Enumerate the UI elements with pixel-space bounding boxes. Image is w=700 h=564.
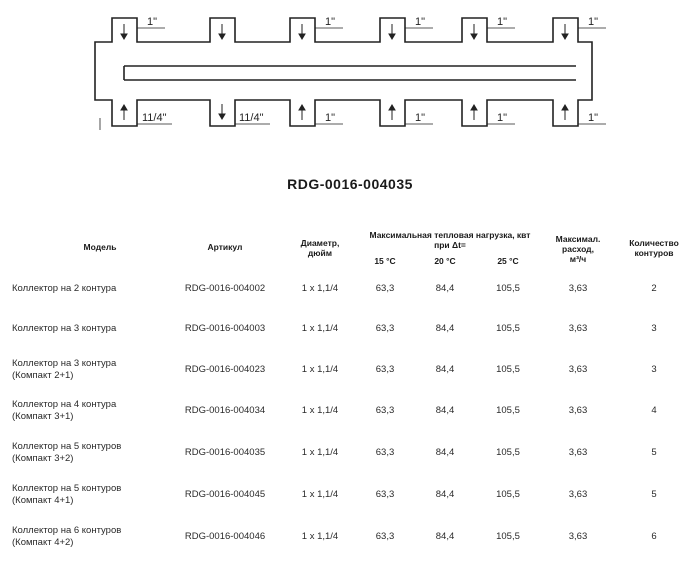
cell-circuits: 3 (651, 323, 657, 334)
connector-size-label: 11/4" (239, 112, 264, 124)
cell-diameter: 1 x 1,1/4 (301, 364, 339, 375)
product-code-title: RDG-0016-004035 (287, 176, 413, 192)
cell-load-15: 63,3 (375, 531, 395, 542)
header-article: Артикул (207, 242, 243, 252)
cell-article: RDG-0016-004034 (184, 405, 266, 416)
cell-load-15: 63,3 (375, 405, 395, 416)
cell-flow: 3,63 (568, 364, 588, 375)
cell-circuits: 4 (651, 405, 657, 416)
connector-size-label: 1" (497, 16, 508, 28)
cell-load-25: 105,5 (496, 531, 520, 542)
cell-load-25: 105,5 (496, 447, 520, 458)
header-model: Модель (83, 242, 117, 252)
header-circuits: Количество контуров (629, 238, 679, 258)
cell-article: RDG-0016-004046 (184, 531, 266, 542)
cell-diameter: 1 x 1,1/4 (301, 323, 339, 334)
cell-load-15: 63,3 (375, 447, 395, 458)
connector-size-label: 1" (415, 112, 426, 124)
header-20c: 20 °С (434, 256, 456, 266)
cell-load-25: 105,5 (496, 489, 520, 500)
table-row (0, 272, 700, 306)
cell-flow: 3,63 (568, 405, 588, 416)
cell-flow: 3,63 (568, 323, 588, 334)
cell-load-20: 84,4 (435, 531, 455, 542)
header-diameter: Диаметр, дюйм (300, 238, 340, 258)
table-row (0, 312, 700, 346)
cell-diameter: 1 x 1,1/4 (301, 531, 339, 542)
cell-article: RDG-0016-004003 (184, 323, 266, 334)
cell-load-25: 105,5 (496, 283, 520, 294)
cell-circuits: 3 (651, 364, 657, 375)
cell-flow: 3,63 (568, 283, 588, 294)
cell-load-20: 84,4 (435, 364, 455, 375)
cell-circuits: 2 (651, 283, 657, 294)
connector-size-label: 1" (588, 112, 599, 124)
connector-size-label: 1" (147, 16, 158, 28)
connector-size-label: 1" (325, 112, 336, 124)
table-row (0, 520, 700, 554)
cell-load-25: 105,5 (496, 323, 520, 334)
cell-article: RDG-0016-004045 (184, 489, 266, 500)
cell-flow: 3,63 (568, 531, 588, 542)
cell-load-20: 84,4 (435, 405, 455, 416)
connector-size-label: 1" (325, 16, 336, 28)
connector-size-label: 1" (415, 16, 426, 28)
cell-circuits: 5 (651, 447, 657, 458)
cell-load-15: 63,3 (375, 489, 395, 500)
cell-load-20: 84,4 (435, 323, 455, 334)
table-row (0, 436, 700, 470)
manifold-diagram (0, 0, 700, 150)
connector-size-label: 1" (497, 112, 508, 124)
cell-model: Коллектор на 5 контуров (Компакт 4+1) (12, 483, 122, 506)
cell-flow: 3,63 (568, 489, 588, 500)
cell-model: Коллектор на 4 контура (Компакт 3+1) (12, 399, 117, 422)
connector-size-label: 11/4" (142, 112, 167, 124)
cell-model: Коллектор на 2 контура (12, 283, 117, 294)
cell-load-20: 84,4 (435, 283, 455, 294)
cell-article: RDG-0016-004023 (184, 364, 266, 375)
table-row (0, 478, 700, 512)
cell-model: Коллектор на 5 контуров (Компакт 3+2) (12, 441, 122, 464)
cell-circuits: 6 (651, 531, 657, 542)
cell-model: Коллектор на 3 контура (12, 323, 117, 334)
cell-model: Коллектор на 6 контуров (Компакт 4+2) (12, 525, 122, 548)
cell-circuits: 5 (651, 489, 657, 500)
header-15c: 15 °С (374, 256, 396, 266)
connector-size-label: 1" (588, 16, 599, 28)
cell-model: Коллектор на 3 контура (Компакт 2+1) (12, 358, 117, 381)
cell-load-15: 63,3 (375, 323, 395, 334)
header-max-load: Максимальная тепловая нагрузка, квт при Δt= (369, 230, 531, 250)
cell-load-20: 84,4 (435, 489, 455, 500)
cell-flow: 3,63 (568, 447, 588, 458)
cell-load-15: 63,3 (375, 364, 395, 375)
cell-load-20: 84,4 (435, 447, 455, 458)
cell-load-25: 105,5 (496, 405, 520, 416)
cell-diameter: 1 x 1,1/4 (301, 283, 339, 294)
cell-load-15: 63,3 (375, 283, 395, 294)
table-row (0, 353, 700, 387)
cell-article: RDG-0016-004002 (184, 283, 266, 294)
cell-diameter: 1 x 1,1/4 (301, 489, 339, 500)
cell-article: RDG-0016-004035 (184, 447, 266, 458)
cell-diameter: 1 x 1,1/4 (301, 405, 339, 416)
cell-diameter: 1 x 1,1/4 (301, 447, 339, 458)
cell-load-25: 105,5 (496, 364, 520, 375)
header-max-flow: Максимал. расход, м³/ч (555, 234, 601, 264)
table-row (0, 394, 700, 428)
header-25c: 25 °С (497, 256, 519, 266)
